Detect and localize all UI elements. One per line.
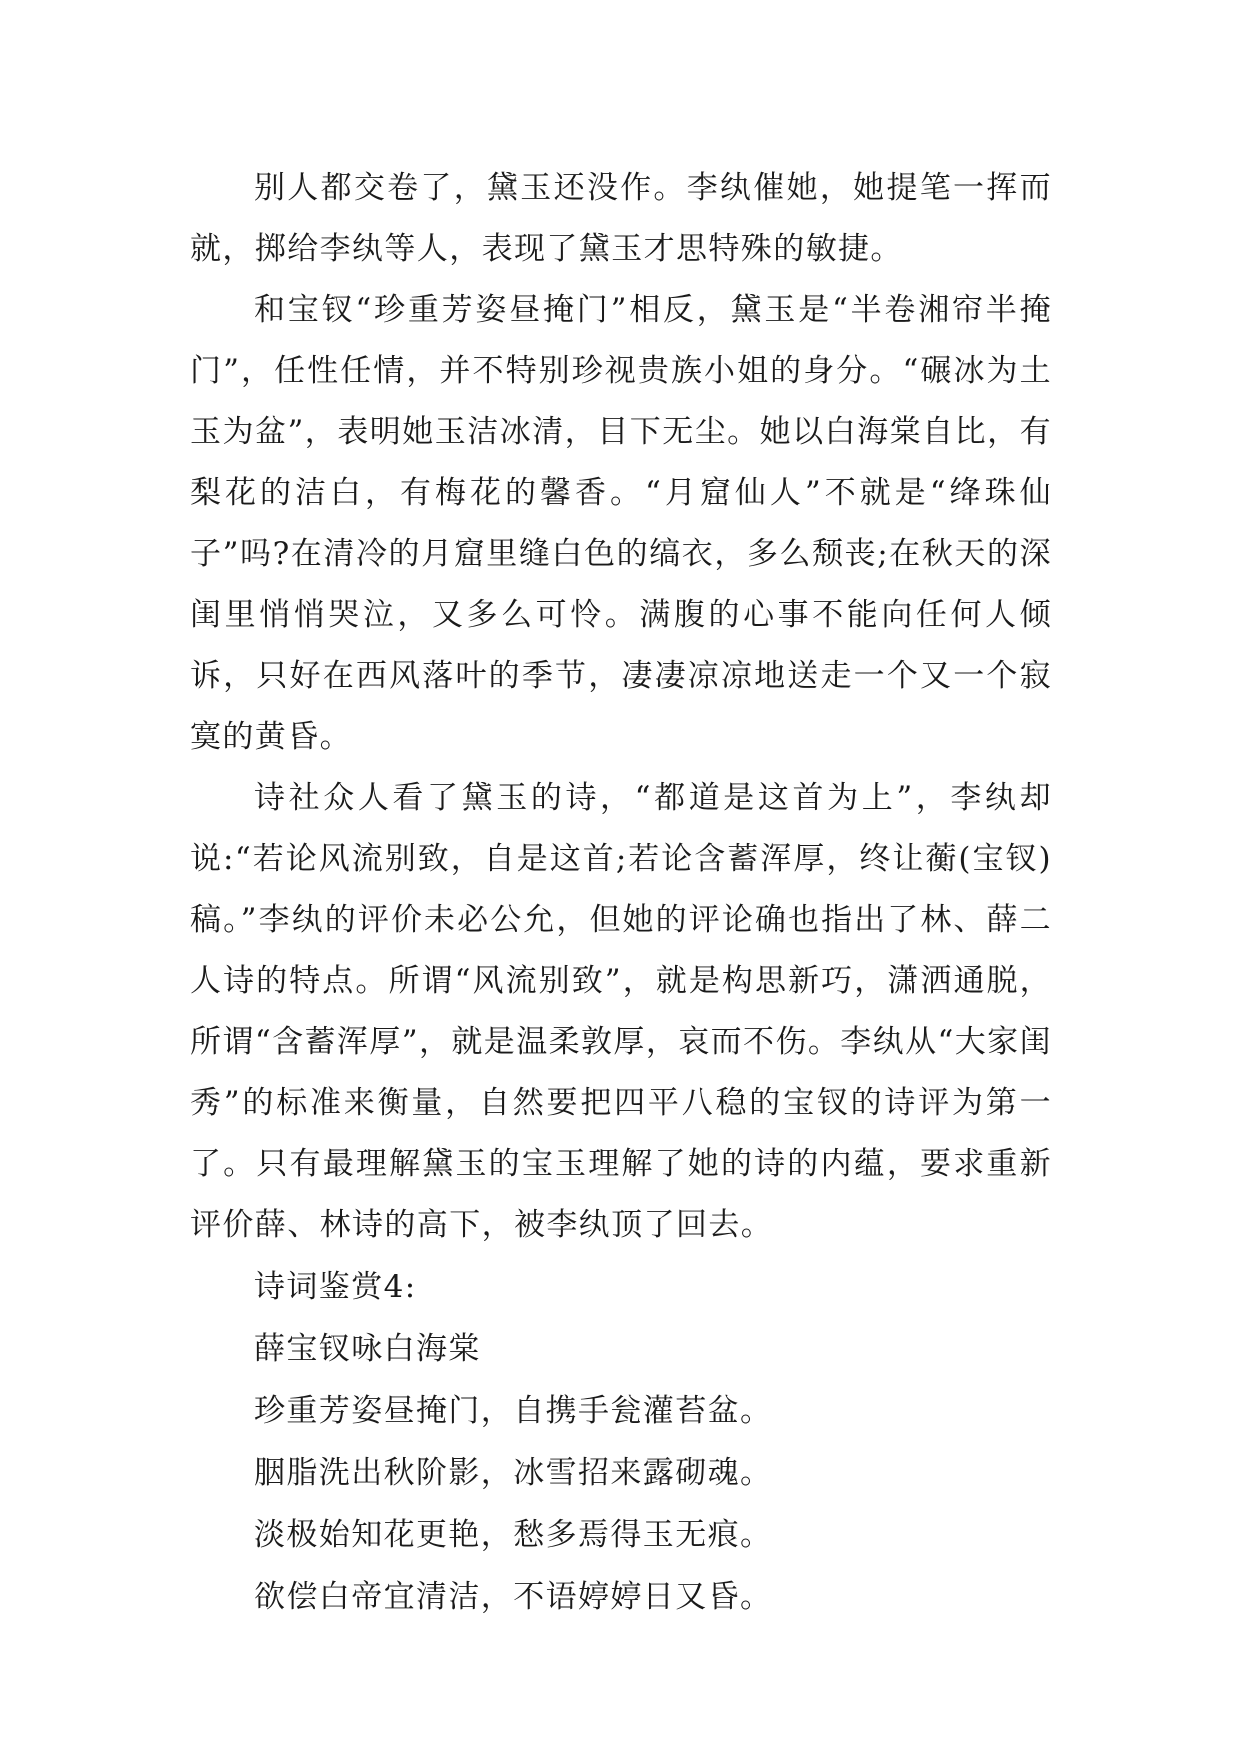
paragraph-daiyu-character: 和宝钗“珍重芳姿昼掩门”相反，黛玉是“半卷湘帘半掩门”，任性任情，并不特别珍视贵族小姐的身分。“碾冰为土玉为盆”，表明她玉洁冰清，目下无尘。她以白海棠自比，有梨花的洁白，有梅花的馨香。“月窟仙人”不就是“绛珠仙子”吗?在清冷的月窟里缝白色的缟衣，多么颓丧;在秋天的深闺里悄悄哭泣，又多么可怜。满腹的心事不能向任何人倾诉，只好在西风落叶的季节，凄凄凉凉地送走一个又一个寂寞的黄昏。 — [190, 292, 1052, 755]
paragraph-li-wan-judgment: 诗社众人看了黛玉的诗，“都道是这首为上”，李纨却说:“若论风流别致，自是这首;若论含蓄浑厚，终让蘅(宝钗)稿。”李纨的评价未必公允，但她的评论确也指出了林、薛二人诗的特点。所谓“风流别致”，就是构思新巧，潇洒通脱，所谓“含蓄浑厚”，就是温柔敦厚，哀而不伤。李纨从“大家闺秀”的标准来衡量，自然要把四平八稳的宝钗的诗评为第一了。只有最理解黛玉的宝玉理解了她的诗的内蕴，要求重新评价薛、林诗的高下，被李纨顶了回去。 — [190, 780, 1052, 1243]
poem-line: 珍重芳姿昼掩门，自携手瓮灌苔盆。 — [254, 1393, 773, 1429]
section-heading: 诗词鉴赏4: — [254, 1269, 417, 1305]
poem-line: 淡极始知花更艳，愁多焉得玉无痕。 — [254, 1517, 773, 1553]
poem-title: 薛宝钗咏白海棠 — [254, 1331, 481, 1367]
document-body — [190, 158, 1052, 1628]
poem-line: 胭脂洗出秋阶影，冰雪招来露砌魂。 — [254, 1455, 773, 1491]
poem-line: 欲偿白帝宜清洁，不语婷婷日又昏。 — [254, 1579, 773, 1615]
paragraph-daiyu-writes: 别人都交卷了，黛玉还没作。李纨催她，她提笔一挥而就，掷给李纨等人，表现了黛玉才思特殊的敏捷。 — [190, 170, 1052, 267]
